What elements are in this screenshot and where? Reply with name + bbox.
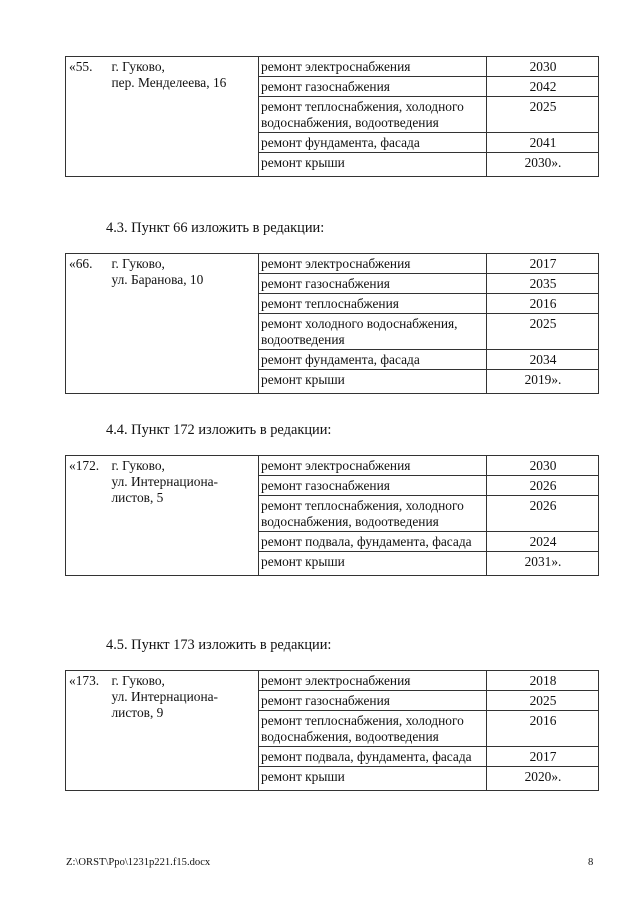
year-cell: 2025 [487, 314, 599, 350]
work-cell: ремонт газоснабжения [259, 691, 487, 711]
year-cell: 2034 [487, 350, 599, 370]
address-line: г. Гуково, [111, 458, 165, 473]
year-cell: 2016 [487, 294, 599, 314]
address-line: пер. Менделеева, 16 [111, 75, 227, 90]
item-number: «55. [66, 57, 109, 177]
repair-table [65, 253, 599, 394]
work-cell: ремонт фундамента, фасада [259, 350, 487, 370]
section-heading: 4.4. Пункт 172 изложить в редакции: [106, 422, 332, 438]
address-cell [109, 671, 259, 791]
section-heading: 4.3. Пункт 66 изложить в редакции: [106, 220, 325, 236]
work-cell: ремонт теплоснабжения, холодного водоснабжения, водоотведения [259, 711, 487, 747]
table-block-173 [65, 670, 598, 791]
year-cell: 2017 [487, 747, 599, 767]
table-row [66, 671, 599, 691]
repair-table [65, 56, 599, 177]
address-line: листов, 5 [111, 490, 164, 505]
work-cell: ремонт фундамента, фасада [259, 133, 487, 153]
section-heading: 4.5. Пункт 173 изложить в редакции: [106, 637, 332, 653]
address-line: г. Гуково, [111, 256, 165, 271]
work-cell: ремонт холодного водоснабжения, водоотведения [259, 314, 487, 350]
repair-table [65, 455, 599, 576]
year-cell: 2016 [487, 711, 599, 747]
year-cell: 2042 [487, 77, 599, 97]
address-cell [109, 57, 259, 177]
year-cell: 2018 [487, 671, 599, 691]
work-cell: ремонт подвала, фундамента, фасада [259, 532, 487, 552]
footer-file-path: Z:\ORST\Ppo\1231p221.f15.docx [66, 857, 211, 868]
table-row [66, 254, 599, 274]
address-line: листов, 9 [111, 705, 164, 720]
work-cell: ремонт крыши [259, 767, 487, 791]
table-block-55 [65, 56, 598, 177]
work-cell: ремонт подвала, фундамента, фасада [259, 747, 487, 767]
work-cell: ремонт электроснабжения [259, 57, 487, 77]
work-cell: ремонт газоснабжения [259, 77, 487, 97]
year-cell: 2030». [487, 153, 599, 177]
work-cell: ремонт крыши [259, 370, 487, 394]
table-block-66 [65, 253, 598, 394]
year-cell: 2041 [487, 133, 599, 153]
table-row [66, 57, 599, 77]
address-cell [109, 254, 259, 394]
year-cell: 2026 [487, 496, 599, 532]
repair-table [65, 670, 599, 791]
work-cell: ремонт электроснабжения [259, 671, 487, 691]
item-number: «66. [66, 254, 109, 394]
table-block-172 [65, 455, 598, 576]
address-line: ул. Интернациона- [111, 474, 219, 489]
work-cell: ремонт теплоснабжения, холодного водоснабжения, водоотведения [259, 97, 487, 133]
year-cell: 2019». [487, 370, 599, 394]
year-cell: 2024 [487, 532, 599, 552]
address-line: ул. Интернациона- [111, 689, 219, 704]
work-cell: ремонт теплоснабжения [259, 294, 487, 314]
work-cell: ремонт электроснабжения [259, 254, 487, 274]
work-cell: ремонт электроснабжения [259, 456, 487, 476]
address-line: ул. Баранова, 10 [111, 272, 204, 287]
item-number: «172. [66, 456, 109, 576]
address-line: г. Гуково, [111, 673, 165, 688]
year-cell: 2025 [487, 97, 599, 133]
year-cell: 2020». [487, 767, 599, 791]
year-cell: 2025 [487, 691, 599, 711]
address-line: г. Гуково, [111, 59, 165, 74]
year-cell: 2031». [487, 552, 599, 576]
work-cell: ремонт крыши [259, 552, 487, 576]
item-number: «173. [66, 671, 109, 791]
work-cell: ремонт газоснабжения [259, 476, 487, 496]
year-cell: 2026 [487, 476, 599, 496]
work-cell: ремонт крыши [259, 153, 487, 177]
table-row [66, 456, 599, 476]
year-cell: 2017 [487, 254, 599, 274]
address-cell [109, 456, 259, 576]
year-cell: 2030 [487, 57, 599, 77]
year-cell: 2035 [487, 274, 599, 294]
page-number: 8 [588, 857, 594, 868]
work-cell: ремонт газоснабжения [259, 274, 487, 294]
year-cell: 2030 [487, 456, 599, 476]
work-cell: ремонт теплоснабжения, холодного водоснабжения, водоотведения [259, 496, 487, 532]
